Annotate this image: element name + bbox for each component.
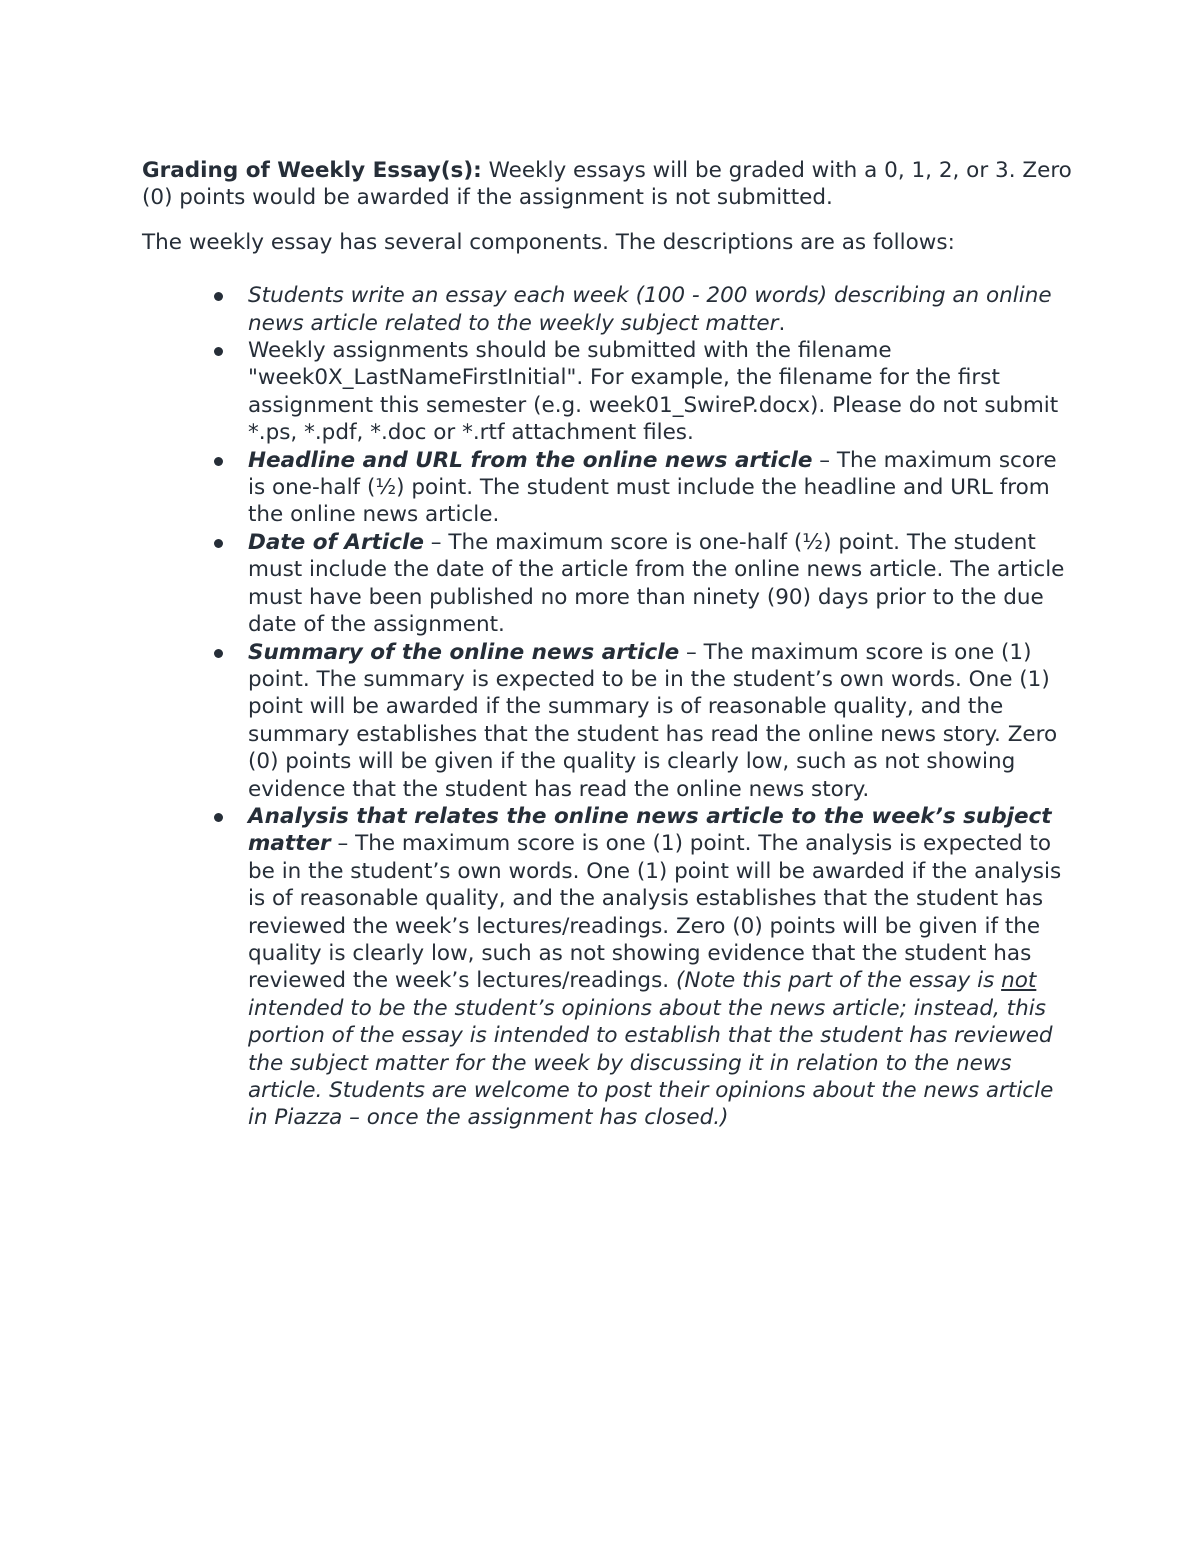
summary-heading: Summary of the online news article xyxy=(248,639,680,665)
grading-intro-paragraph xyxy=(142,157,1072,212)
document-page xyxy=(142,157,1072,1132)
list-item-summary xyxy=(142,639,1072,803)
date-of-article-text: – The maximum score is one-half (½) point. The student must include the date of the article from the online news article. The article must have been published no more than ninety (90) days prior to the due date of the assignment. xyxy=(248,529,1065,638)
components-intro-paragraph: The weekly essay has several components. The descriptions are as follows: xyxy=(142,229,955,255)
list-item-filename xyxy=(142,337,1072,447)
bullet-icon xyxy=(214,539,223,548)
list-item-headline-url xyxy=(142,447,1072,529)
headline-url-text: – The maximum score is one-half (½) point. The student must include the headline and URL from the online news article. xyxy=(248,447,1057,528)
date-of-article-heading: Date of Article xyxy=(248,529,424,555)
components-list xyxy=(142,282,1072,1132)
essay-each-week-text: Students write an essay each week (100 - 200 words) describing an online news article related to the weekly subject matter xyxy=(248,283,1052,336)
bullet-icon xyxy=(214,457,223,466)
bullet-icon xyxy=(214,813,223,822)
list-item-analysis xyxy=(142,803,1072,1132)
grading-intro-text: Weekly essays will be graded with a 0, 1, 2, or 3. Zero (0) points would be awarded if the assignment is not submitted. xyxy=(142,158,1072,211)
analysis-note-start: (Note this part of the essay is xyxy=(675,968,1002,994)
bullet-icon xyxy=(214,292,223,301)
bullet-icon xyxy=(214,347,223,356)
list-item-date-of-article xyxy=(142,529,1072,639)
filename-text: Weekly assignments should be submitted with the filename "week0X_LastNameFirstInitial". For example, the filename for the first assignment this semester (e.g. week01_SwireP.docx). Please do not submit *.ps, *.pdf, *.doc or *.rtf attachment files. xyxy=(248,338,1059,446)
analysis-text: – The maximum score is one (1) point. The analysis is expected to be in the student’s own words. One (1) point will be awarded if the analysis is of reasonable quality, and the analysis establishes that the student has reviewed the week’s lectures/readings. Zero (0) points will be given if the quality is clearly low, such as not showing evidence that the student has reviewed the week’s lectures/readings. xyxy=(248,831,1062,994)
essay-each-week-period: . xyxy=(778,310,786,336)
analysis-note-end: intended to be the student’s opinions about the news article; instead, this portion of the essay is intended to establish that the student has reviewed the subject matter for the week by discussing it in relation to the news article. Students are welcome to post their opinions about the news article in Piazza – once the assignment has closed.) xyxy=(248,995,1054,1131)
grading-heading: Grading of Weekly Essay(s): xyxy=(142,158,482,183)
list-item-essay-each-week xyxy=(142,282,1072,337)
bullet-icon xyxy=(214,649,223,658)
headline-url-heading: Headline and URL from the online news article xyxy=(248,447,813,473)
analysis-heading: Analysis that relates the online news article to the week’s subject matter xyxy=(248,803,1052,857)
summary-text: – The maximum score is one (1) point. The summary is expected to be in the student’s own words. One (1) point will be awarded if the summary is of reasonable quality, and the summary establishes that the student has read the online news story. Zero (0) points will be given if the quality is clearly low, such as not showing evidence that the student has read the online news story. xyxy=(248,639,1058,802)
analysis-note-underlined: not xyxy=(1001,968,1037,994)
